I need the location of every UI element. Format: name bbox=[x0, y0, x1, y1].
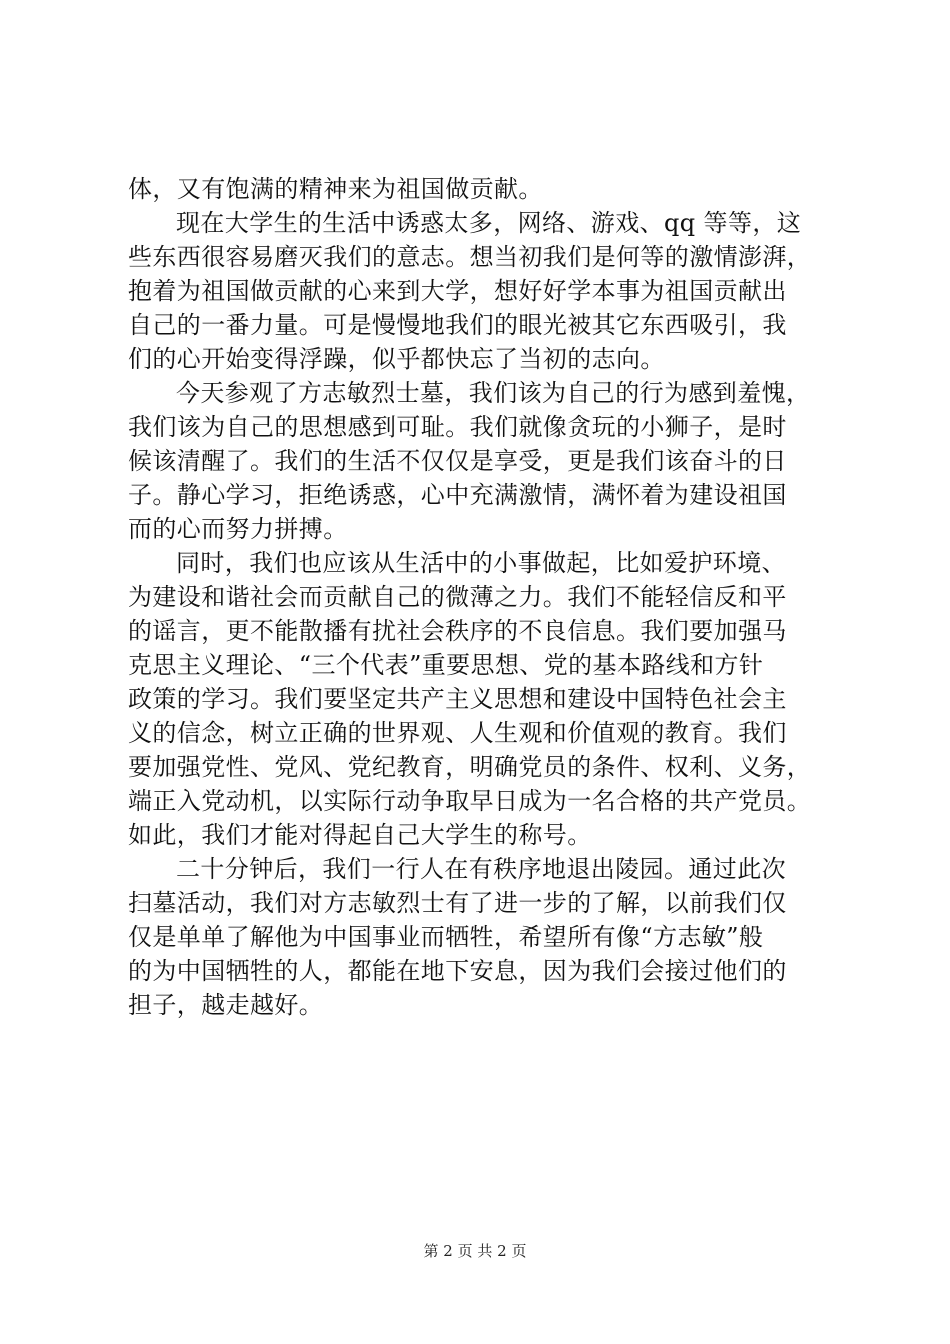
text-line: 的为中国牺牲的人，都能在地下安息，因为我们会接过他们的 bbox=[128, 957, 787, 985]
text-line: 政策的学习。我们要坚定共产主义思想和建设中国特色社会主 bbox=[128, 685, 787, 713]
text-line: 如此，我们才能对得起自己大学生的称号。 bbox=[128, 821, 592, 849]
text-line: 担子，越走越好。 bbox=[128, 991, 324, 1019]
page-number-footer: 第 2 页 共 2 页 bbox=[423, 1242, 527, 1260]
text-line: 子。静心学习，拒绝诱惑，心中充满激情，满怀着为建设祖国 bbox=[128, 481, 787, 509]
text-line: 义的信念，树立正确的世界观、人生观和价值观的教育。我们 bbox=[128, 719, 787, 747]
text-line: 些东西很容易磨灭我们的意志。想当初我们是何等的激情澎湃， bbox=[128, 243, 812, 271]
text-line: 现在大学生的生活中诱惑太多，网络、游戏、qq 等等，这 bbox=[176, 209, 802, 237]
paragraph bbox=[128, 376, 828, 546]
text-line: 我们该为自己的思想感到可耻。我们就像贪玩的小狮子，是时 bbox=[128, 413, 787, 441]
text-line: 的谣言，更不能散播有扰社会秩序的不良信息。我们要加强马 bbox=[128, 617, 787, 645]
text-line: 端正入党动机，以实际行动争取早日成为一名合格的共产党员。 bbox=[128, 787, 812, 815]
paragraph bbox=[128, 206, 828, 376]
text-line: 候该清醒了。我们的生活不仅仅是享受，更是我们该奋斗的日 bbox=[128, 447, 787, 475]
text-line: 同时，我们也应该从生活中的小事做起，比如爱护环境、 bbox=[176, 549, 786, 577]
paragraph bbox=[128, 852, 828, 1022]
paragraph bbox=[128, 546, 828, 852]
body-text bbox=[128, 172, 828, 1022]
text-line: 而的心而努力拼搏。 bbox=[128, 515, 348, 543]
text-line: 为建设和谐社会而贡献自己的微薄之力。我们不能轻信反和平 bbox=[128, 583, 787, 611]
text-line: 二十分钟后，我们一行人在有秩序地退出陵园。通过此次 bbox=[176, 855, 786, 883]
text-line: 今天参观了方志敏烈士墓，我们该为自己的行为感到羞愧， bbox=[176, 379, 811, 407]
text-line: 要加强党性、党风、党纪教育，明确党员的条件、权利、义务， bbox=[128, 753, 812, 781]
text-line: 克思主义理论、“三个代表”重要思想、党的基本路线和方针 bbox=[128, 651, 764, 679]
text-line: 抱着为祖国做贡献的心来到大学，想好好学本事为祖国贡献出 bbox=[128, 277, 787, 305]
text-line: 们的心开始变得浮躁，似乎都快忘了当初的志向。 bbox=[128, 345, 665, 373]
text-line: 仅是单单了解他为中国事业而牺牲，希望所有像“方志敏”般 bbox=[128, 923, 764, 951]
text-line: 自己的一番力量。可是慢慢地我们的眼光被其它东西吸引，我 bbox=[128, 311, 787, 339]
paragraph bbox=[128, 172, 828, 206]
text-line: 扫墓活动，我们对方志敏烈士有了进一步的了解，以前我们仅 bbox=[128, 889, 787, 917]
text-line: 体，又有饱满的精神来为祖国做贡献。 bbox=[128, 175, 543, 203]
